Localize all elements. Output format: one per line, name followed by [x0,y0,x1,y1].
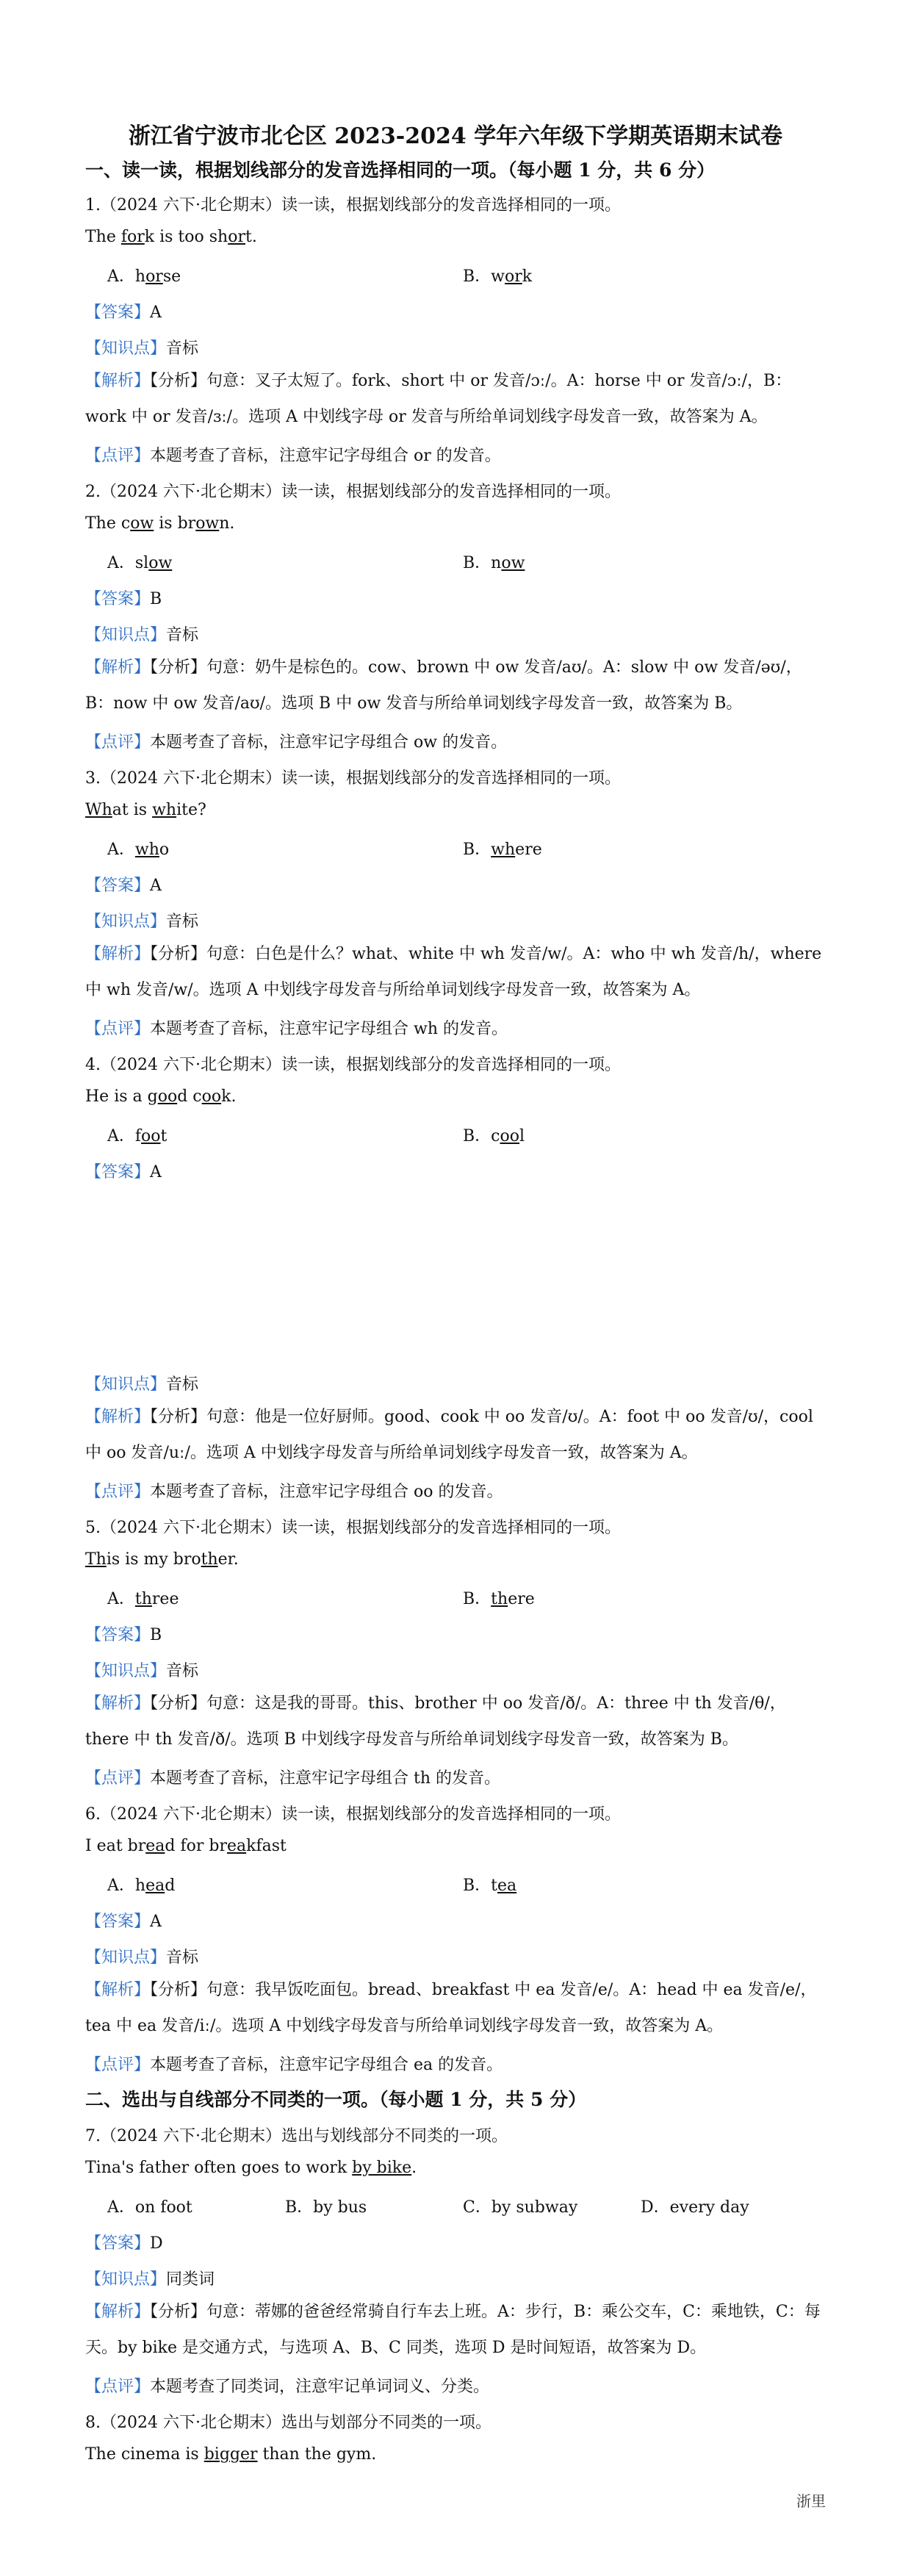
question-6-option-b: B．tea [463,1877,517,1895]
question-2-option-b: B．now [463,554,525,572]
question-3-stem: 3.（2024 六下·北仑期末）读一读，根据划线部分的发音选择相同的一项。 [85,769,621,788]
question-7-comment: 【点评】本题考查了同类词，注意牢记单词词义、分类。 [85,2378,490,2396]
question-7-sentence: Tina's father often goes to work by bike. [85,2159,417,2177]
section-1-heading: 一、读一读，根据划线部分的发音选择相同的一项。（每小题 1 分，共 6 分） [85,159,716,181]
question-3-answer: 【答案】A [85,877,162,895]
question-1-stem: 1.（2024 六下·北仑期末）读一读，根据划线部分的发音选择相同的一项。 [85,196,621,215]
question-6-knowledge: 【知识点】音标 [85,1949,199,1967]
question-3-sentence: What is white? [85,801,206,819]
question-4-analysis: 【解析】【分析】句意：他是一位好厨师。good、cook 中 oo 发音/ʊ/。A：foot 中 oo 发音/ʊ/，cool 中 oo 发音/uː/。选项 A 中划线字母发音与所给单词划线字母发音一致，故答案为 A。 [85,1408,813,1462]
question-5-sentence: This is my brother. [85,1550,239,1569]
question-6-sentence: I eat bread for breakfast [85,1837,287,1855]
question-1-answer: 【答案】A [85,303,162,322]
question-2-sentence: The cow is brown. [85,514,235,533]
question-7-option-d: D．every day [641,2198,749,2217]
question-4-comment: 【点评】本题考查了音标，注意牢记字母组合 oo 的发音。 [85,1483,503,1501]
question-5-option-a: A．three [107,1590,179,1608]
question-4-option-a: A．foot [107,1127,168,1145]
question-7-stem: 7.（2024 六下·北仑期末）选出与划线部分不同类的一项。 [85,2127,508,2145]
question-2-stem: 2.（2024 六下·北仑期末）读一读，根据划线部分的发音选择相同的一项。 [85,483,621,501]
question-8-sentence: The cinema is bigger than the gym. [85,2445,377,2464]
question-3-option-b: B．where [463,841,542,859]
question-4-knowledge: 【知识点】音标 [85,1375,199,1394]
question-6-option-a: A．head [107,1877,176,1895]
question-1-option-a: A．horse [107,267,181,286]
question-5-comment: 【点评】本题考查了音标，注意牢记字母组合 th 的发音。 [85,1769,501,1788]
question-2-answer: 【答案】B [85,590,162,608]
question-7-option-c: C．by subway [463,2198,578,2217]
question-4-option-b: B．cool [463,1127,525,1145]
page-title: 浙江省宁波市北仑区 2023-2024 学年六年级下学期英语期末试卷 [128,123,783,149]
question-4-sentence: He is a good cook. [85,1087,237,1106]
question-3-analysis: 【解析】【分析】句意：白色是什么？what、white 中 wh 发音/w/。A：who 中 wh 发音/h/，where 中 wh 发音/w/。选项 A 中划线字母发音与所给单词划线字母发音一致，故答案为 A。 [85,945,822,999]
question-7-knowledge: 【知识点】同类词 [85,2270,215,2289]
section-2-heading: 二、选出与自线部分不同类的一项。（每小题 1 分，共 5 分） [85,2089,587,2110]
question-4-stem: 4.（2024 六下·北仑期末）读一读，根据划线部分的发音选择相同的一项。 [85,1056,621,1074]
question-8-stem: 8.（2024 六下·北仑期末）选出与划部分不同类的一项。 [85,2414,491,2432]
question-5-answer: 【答案】B [85,1626,162,1644]
question-1-comment: 【点评】本题考查了音标，注意牢记字母组合 or 的发音。 [85,447,501,465]
question-1-knowledge: 【知识点】音标 [85,339,199,358]
question-3-knowledge: 【知识点】音标 [85,913,199,931]
question-5-analysis: 【解析】【分析】句意：这是我的哥哥。this、brother 中 oo 发音/ð/。A：three 中 th 发音/θ/，there 中 th 发音/ð/。选项 B 中划线字母发音与所给单词划线字母发音一致，故答案为 B。 [85,1694,786,1749]
question-2-option-a: A．slow [107,554,173,572]
question-1-sentence: The fork is too short. [85,228,257,246]
question-7-analysis: 【解析】【分析】句意：蒂娜的爸爸经常骑自行车去上班。A：步行，B：乘公交车，C：乘地铁，C：每天。by bike 是交通方式，与选项 A、B、C 同类，选项 D 是时间短语，故答案为 D。 [85,2303,821,2357]
question-6-analysis: 【解析】【分析】句意：我早饭吃面包。bread、breakfast 中 ea 发音/e/。A：head 中 ea 发音/e/，tea 中 ea 发音/iː/。选项 A 中划线字母发音与所给单词划线字母发音一致，故答案为 A。 [85,1981,817,2035]
question-2-comment: 【点评】本题考查了音标，注意牢记字母组合 ow 的发音。 [85,733,508,752]
page-footer: 浙里 [796,2492,826,2510]
question-7-option-a: A．on foot [107,2198,192,2217]
question-7-option-b: B．by bus [285,2198,367,2217]
question-6-comment: 【点评】本题考查了音标，注意牢记字母组合 ea 的发音。 [85,2056,503,2074]
question-6-stem: 6.（2024 六下·北仑期末）读一读，根据划线部分的发音选择相同的一项。 [85,1805,621,1824]
question-5-option-b: B．there [463,1590,535,1608]
question-6-answer: 【答案】A [85,1913,162,1931]
question-5-knowledge: 【知识点】音标 [85,1662,199,1680]
question-1-option-b: B．work [463,267,533,286]
question-3-option-a: A．who [107,841,170,859]
question-2-knowledge: 【知识点】音标 [85,626,199,644]
question-3-comment: 【点评】本题考查了音标，注意牢记字母组合 wh 的发音。 [85,1020,508,1038]
question-2-analysis: 【解析】【分析】句意：奶牛是棕色的。cow、brown 中 ow 发音/aʊ/。A：slow 中 ow 发音/əʊ/，B：now 中 ow 发音/aʊ/。选项 B 中 ow 发音与所给单词划线字母发音一致，故答案为 B。 [85,658,802,713]
question-1-analysis: 【解析】【分析】句意：叉子太短了。fork、short 中 or 发音/ɔː/。A：horse 中 or 发音/ɔː/，B：work 中 or 发音/ɜː/。选项 A 中划线字母 or 发音与所给单词划线字母发音一致，故答案为 A。 [85,372,792,426]
question-5-stem: 5.（2024 六下·北仑期末）读一读，根据划线部分的发音选择相同的一项。 [85,1519,621,1537]
question-4-answer: 【答案】A [85,1163,162,1181]
question-7-answer: 【答案】D [85,2234,163,2253]
